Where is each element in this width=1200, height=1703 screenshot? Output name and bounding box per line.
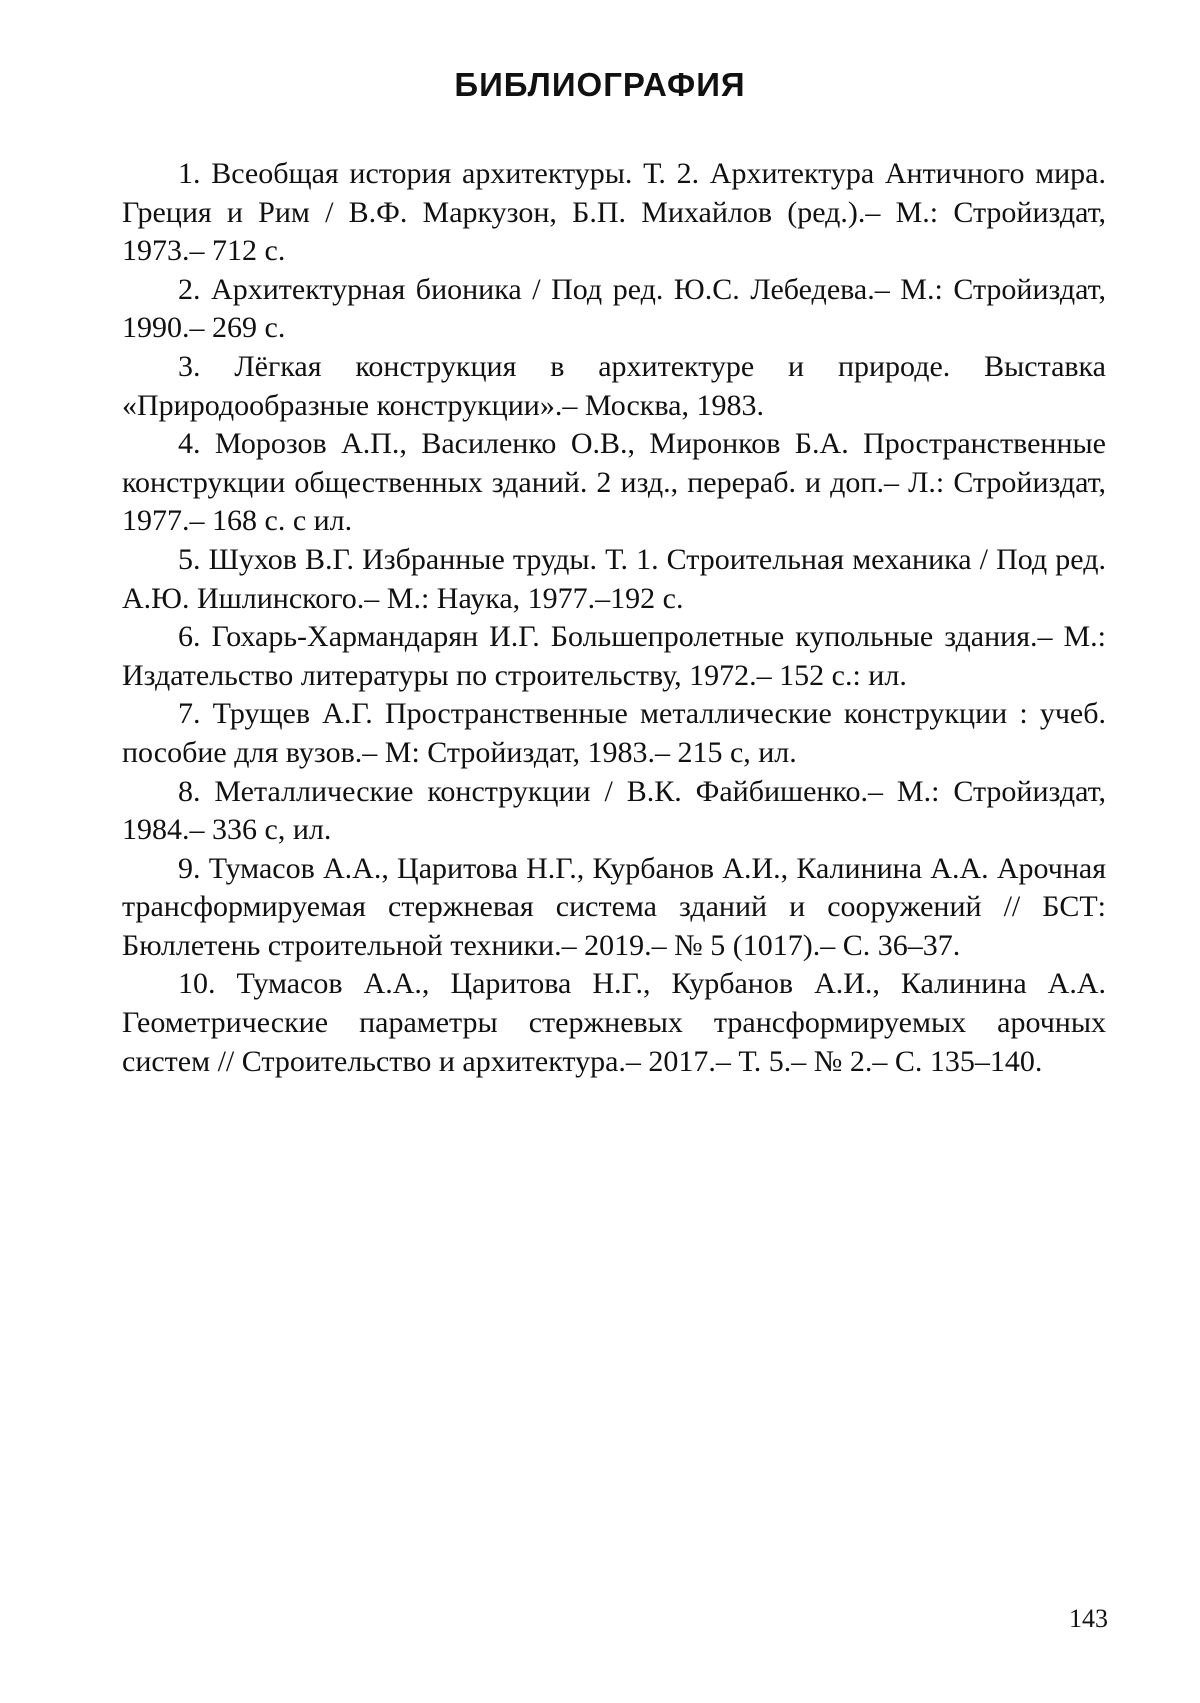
bibliography-entry: 9. Тумасов А.А., Царитова Н.Г., Курбанов А.И., Калинина А.А. Арочная трансформируемая стержневая система зданий и сооружений // БСТ: Бюллетень строительной техники.– 2019.– № 5 (1017).– С. 36–37. [122, 851, 1106, 962]
bibliography-entry: 7. Трущев А.Г. Пространственные металлические конструкции : учеб. пособие для вузов.– М: Стройиздат, 1983.– 215 с, ил. [122, 697, 1106, 769]
page-number: 143 [1069, 1604, 1108, 1633]
bibliography-entry: 6. Гохарь-Хармандарян И.Г. Большепролетные купольные здания.– М.: Издательство литературы по строительству, 1972.– 152 с.: ил. [122, 620, 1106, 692]
page-title: БИБЛИОГРАФИЯ [454, 66, 746, 103]
bibliography-entry: 4. Морозов А.П., Василенко О.В., Миронков Б.А. Пространственные конструкции общественных зданий. 2 изд., перераб. и доп.– Л.: Стройиздат, 1977.– 168 с. с ил. [122, 427, 1106, 538]
bibliography-entry: 1. Всеобщая история архитектуры. Т. 2. Архитектура Античного мира. Греция и Рим / В.Ф. Маркузон, Б.П. Михайлов (ред.).– М.: Стройиздат, 1973.– 712 с. [122, 157, 1106, 268]
bibliography-entry: 10. Тумасов А.А., Царитова Н.Г., Курбанов А.И., Калинина А.А. Геометрические параметры стержневых трансформируемых арочных систем // Строительство и архитектура.– 2017.– Т. 5.– № 2.– С. 135–140. [122, 967, 1106, 1078]
bibliography-entry: 3. Лёгкая конструкция в архитектуре и природе. Выставка «Природообразные конструкции».– Москва, 1983. [122, 349, 1106, 422]
bibliography-entry: 5. Шухов В.Г. Избранные труды. Т. 1. Строительная механика / Под ред. А.Ю. Ишлинского.– М.: Наука, 1977.–192 с. [122, 542, 1106, 615]
bibliography-entry: 8. Металлические конструкции / В.К. Файбишенко.– М.: Стройиздат, 1984.– 336 с, ил. [122, 774, 1106, 847]
bibliography-entry: 2. Архитектурная бионика / Под ред. Ю.С. Лебедева.– М.: Стройиздат, 1990.– 269 с. [122, 272, 1106, 345]
bibliography-list [122, 155, 1106, 1081]
